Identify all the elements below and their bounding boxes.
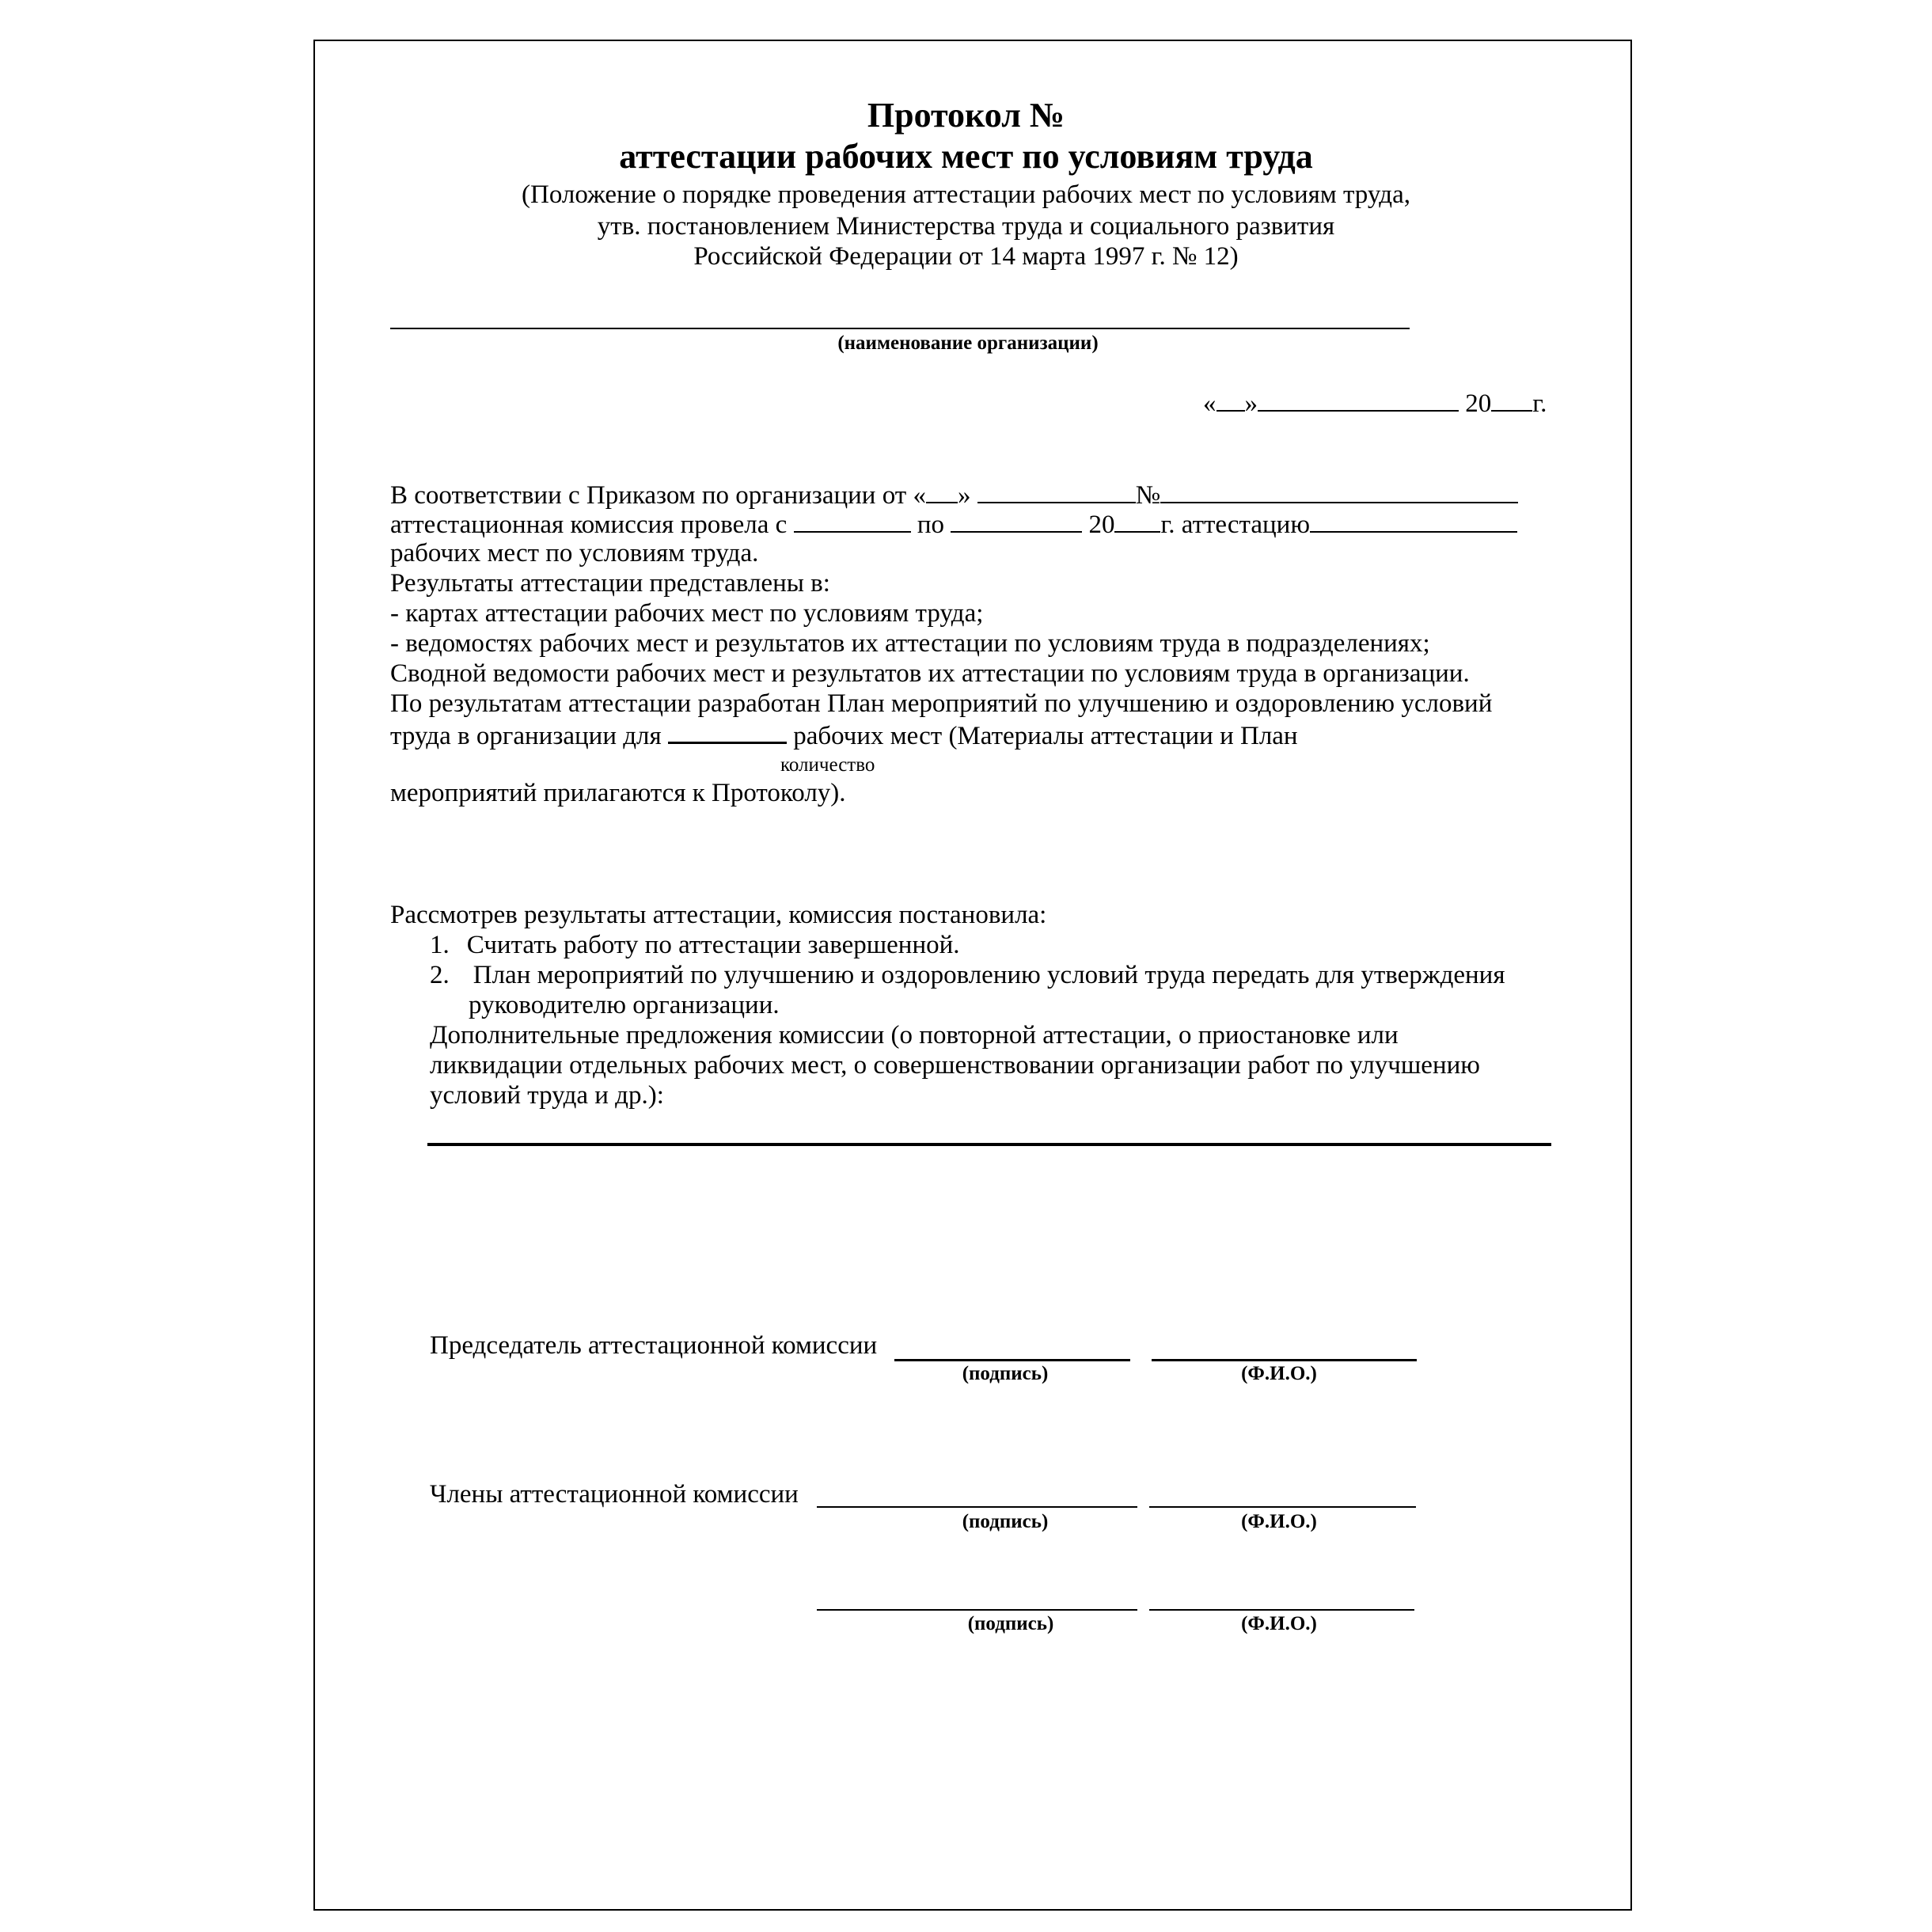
chairman-label: Председатель аттестационной комиссии (430, 1331, 878, 1360)
para-line-10: мероприятий прилагаются к Протоколу). (390, 779, 846, 807)
chairman-signature-line[interactable] (894, 1359, 1130, 1361)
subtitle-line-3: Российской Федерации от 14 марта 1997 г. № 12) (693, 242, 1239, 271)
period-to-field[interactable] (951, 509, 1082, 533)
para-line-4: Результаты аттестации представлены в: (390, 569, 830, 598)
period-from-field[interactable] (794, 509, 911, 533)
org-caption: (наименование организации) (837, 332, 1099, 354)
chairman-name-caption: (Ф.И.О.) (1241, 1363, 1317, 1384)
chairman-name-line[interactable] (1152, 1359, 1417, 1361)
org-name-line[interactable] (390, 328, 1410, 329)
member1-name-caption: (Ф.И.О.) (1241, 1511, 1317, 1532)
para-line-7: Сводной ведомости рабочих мест и результатов их аттестации по условиям труда в организации. (390, 659, 1470, 688)
order-month-field[interactable] (977, 480, 1136, 503)
extra-proposals-1: Дополнительные предложения комиссии (о повторной аттестации, о приостановке или (430, 1021, 1399, 1050)
member2-sign-caption: (подпись) (967, 1613, 1054, 1634)
decision-item-2-cont: руководителю организации. (469, 991, 780, 1019)
chairman-sign-caption: (подпись) (962, 1363, 1049, 1384)
date-year-field[interactable] (1491, 388, 1532, 412)
decision-intro: Рассмотрев результаты аттестации, комиссия постановила: (390, 901, 1047, 929)
date-year-suffix: г. (1532, 389, 1547, 418)
member1-name-line[interactable] (1149, 1506, 1416, 1508)
member2-name-line[interactable] (1149, 1609, 1414, 1611)
decision-item-1 (430, 931, 960, 960)
document-title: Протокол № (867, 96, 1065, 135)
workplaces-count-field[interactable] (668, 719, 787, 744)
order-close-quote: » (957, 481, 971, 510)
proposals-line[interactable] (427, 1143, 1551, 1146)
attestation-type-field[interactable] (1310, 509, 1517, 533)
member2-signature-line[interactable] (817, 1609, 1137, 1611)
workplaces-suffix: рабочих мест (Материалы аттестации и План (793, 722, 1298, 750)
para-line-8: По результатам аттестации разработан План мероприятий по улучшению и оздоровлению условий (390, 689, 1493, 718)
date-open-quote: « (1203, 389, 1217, 418)
subtitle-line-1: (Положение о порядке проведения аттестации рабочих мест по условиям труда, (522, 180, 1410, 209)
para-line-6: - ведомостях рабочих мест и результатов их аттестации по условиям труда в подразделениях; (390, 629, 1430, 658)
period-to-label: по (917, 511, 944, 539)
document-title-2: аттестации рабочих мест по условиям труда (619, 137, 1313, 176)
item-2-number: 2. (430, 961, 450, 989)
member1-signature-line[interactable] (817, 1506, 1137, 1508)
para-line-1 (390, 480, 1518, 511)
date-day-field[interactable] (1217, 388, 1245, 412)
period-from-label: аттестационная комиссия провела с (390, 511, 788, 539)
para-line-2 (390, 509, 1517, 540)
date-month-field[interactable] (1258, 388, 1459, 412)
item-1-number: 1. (430, 931, 450, 959)
date-line (1203, 388, 1547, 419)
date-year-prefix: 20 (1465, 389, 1492, 418)
para-line-5: - картах аттестации рабочих мест по условиям труда; (390, 599, 984, 628)
extra-proposals-2: ликвидации отдельных рабочих мест, о совершенствовании организации работ по улучшению (430, 1051, 1480, 1080)
workplaces-prefix: труда в организации для (390, 722, 662, 750)
order-day-field[interactable] (926, 480, 958, 503)
order-number-sign: № (1135, 481, 1161, 510)
period-year-field[interactable] (1114, 509, 1160, 533)
para-line-9 (390, 719, 1298, 751)
attestation-label: г. аттестацию (1160, 511, 1310, 539)
members-label: Члены аттестационной комиссии (430, 1480, 799, 1509)
member2-name-caption: (Ф.И.О.) (1241, 1613, 1317, 1634)
item-1-text: Считать работу по аттестации завершенной. (466, 931, 960, 959)
period-year-prefix: 20 (1088, 511, 1115, 539)
quantity-caption: количество (780, 754, 875, 776)
subtitle-line-2: утв. постановлением Министерства труда и социального развития (597, 212, 1335, 241)
para-line-3: рабочих мест по условиям труда. (390, 539, 759, 567)
decision-item-2 (430, 961, 1505, 990)
extra-proposals-3: условий труда и др.): (430, 1081, 664, 1110)
order-number-field[interactable] (1160, 480, 1518, 503)
member1-sign-caption: (подпись) (962, 1511, 1049, 1532)
item-2-text: План мероприятий по улучшению и оздоровлению условий труда передать для утверждения (473, 961, 1505, 989)
order-date-prefix: В соответствии с Приказом по организации от « (390, 481, 926, 510)
date-close-quote: » (1244, 389, 1258, 418)
